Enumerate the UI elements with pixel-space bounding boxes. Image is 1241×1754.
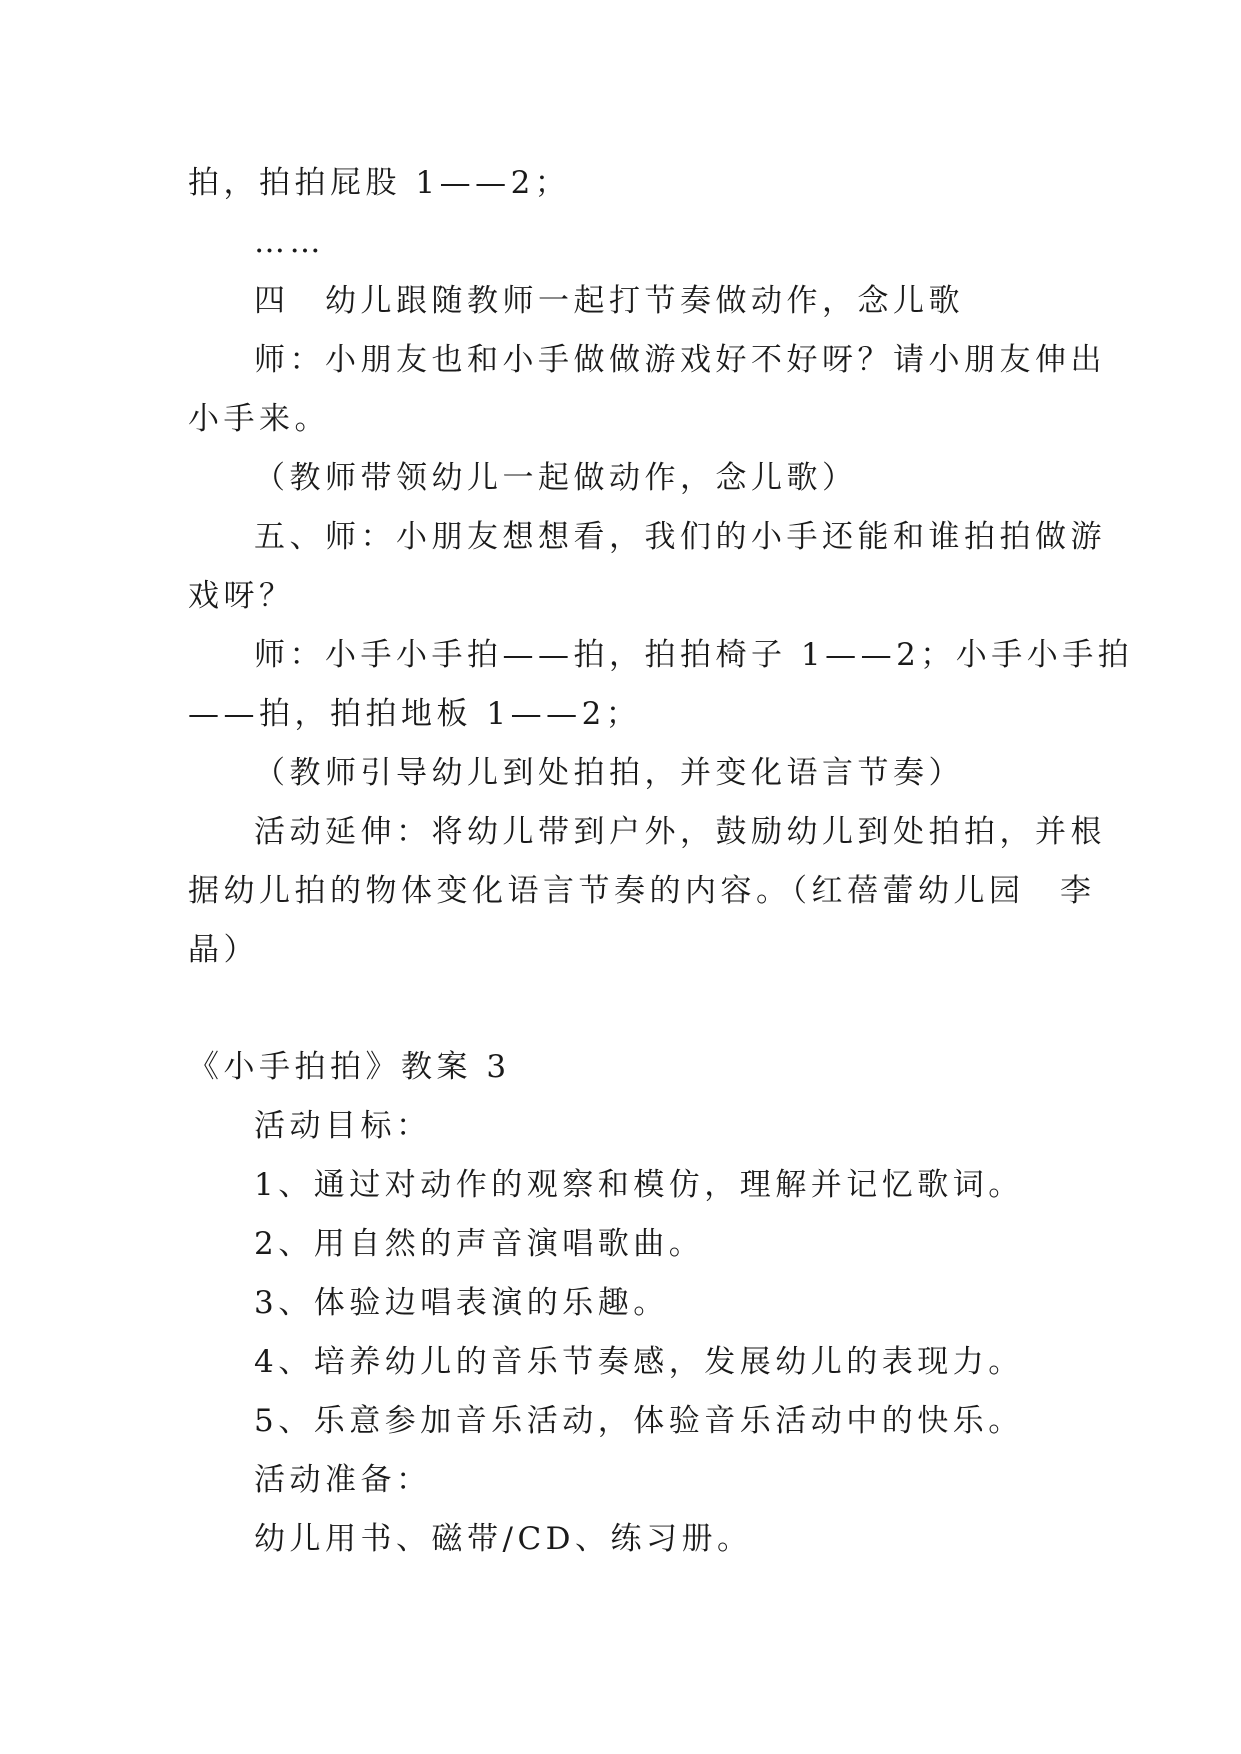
text-line: 小手来。 [188,401,330,437]
text-line: 师：小朋友也和小手做做游戏好不好呀？请小朋友伸出 [254,342,1106,378]
text-line: （教师带领幼儿一起做动作，念儿歌） [254,460,858,496]
text-line: 晶） [188,932,259,968]
text-line: 活动目标： [254,1108,432,1144]
text-line: 五、师：小朋友想想看，我们的小手还能和谁拍拍做游 [254,519,1106,555]
text-line: 据幼儿拍的物体变化语言节奏的内容。（红蓓蕾幼儿园 李 [188,873,1096,909]
text-line: 5、乐意参加音乐活动，体验音乐活动中的快乐。 [254,1403,1024,1439]
text-line: 3、体验边唱表演的乐趣。 [254,1285,669,1321]
text-line: ——拍，拍拍地板 1——2； [188,696,642,732]
text-line: …… [254,224,325,260]
text-line: 2、用自然的声音演唱歌曲。 [254,1226,705,1262]
section-title: 《小手拍拍》教案 3 [188,1049,511,1085]
text-line: 活动延伸：将幼儿带到户外，鼓励幼儿到处拍拍，并根 [254,814,1106,850]
text-line: 活动准备： [254,1462,432,1498]
text-line: 四 幼儿跟随教师一起打节奏做动作，念儿歌 [254,283,964,319]
text-line: 师：小手小手拍——拍，拍拍椅子 1——2；小手小手拍 [254,637,1134,673]
text-line: （教师引导幼儿到处拍拍，并变化语言节奏） [254,755,964,791]
text-line: 4、培养幼儿的音乐节奏感，发展幼儿的表现力。 [254,1344,1024,1380]
text-line: 幼儿用书、磁带/CD、练习册。 [254,1521,753,1557]
text-line: 戏呀？ [188,578,295,614]
text-line: 1、通过对动作的观察和模仿，理解并记忆歌词。 [254,1167,1024,1203]
text-line: 拍，拍拍屁股 1——2； [188,165,571,201]
